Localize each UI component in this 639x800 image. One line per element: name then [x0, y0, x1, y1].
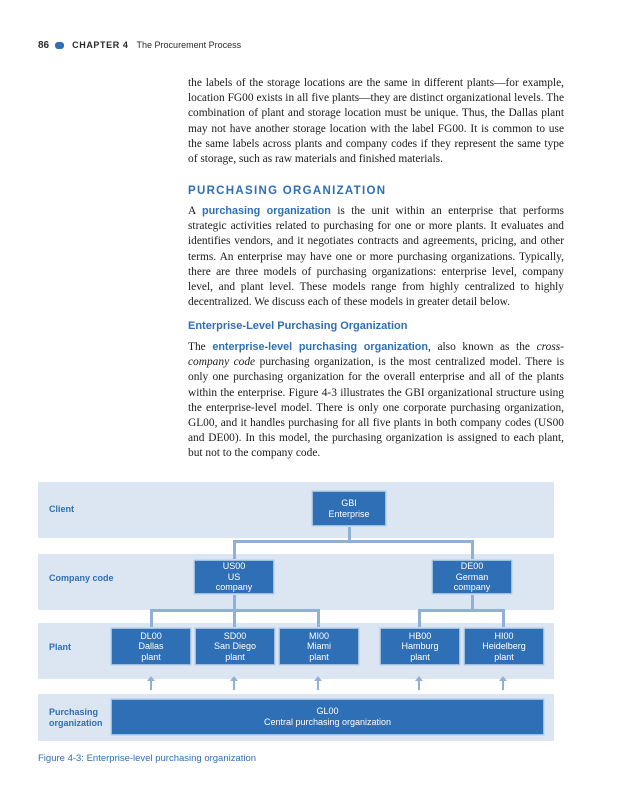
- connector-line: [233, 609, 236, 629]
- node-line: company: [215, 582, 253, 593]
- connector-line: [471, 540, 474, 561]
- band-client: [38, 482, 554, 538]
- node-line: Miami: [307, 641, 331, 652]
- node-line: DL00: [140, 630, 162, 641]
- connector-line: [233, 540, 474, 543]
- node-plant-sd00: [195, 628, 275, 665]
- connector-line: [418, 609, 505, 612]
- node-line: HI00: [494, 630, 514, 641]
- subsection-heading: Enterprise-Level Purchasing Organization: [188, 320, 408, 332]
- connector-line: [317, 609, 320, 629]
- org-structure-diagram: [38, 482, 554, 742]
- paragraph-text: purchasing organization, is the most centralized model. There is only one purchasing organization for the overall enterprise and all of the plants within the enterprise. Figure 4-3 illustrates the GBI organizational structure using the enterprise-level model. There is only one corporate purchasing organization, GL00, and it handles purchasing for all five plants in both company codes (US00 and DE00). In this model, the purchasing organization is assigned to each plant, but not to the company code.: [188, 356, 565, 460]
- key-term: enterprise-level purchasing organization: [212, 341, 428, 353]
- node-line: Enterprise: [328, 508, 370, 519]
- connector-line: [418, 609, 421, 629]
- node-line: US: [227, 571, 241, 582]
- key-term: purchasing organization: [201, 205, 331, 217]
- paragraph-text: the labels of the storage locations are the same in different plants—for example, location FG00 exists in all five plants—they are distinct organizational levels. The combination of plant and storage location must be unique. Thus, the Dallas plant may not have another storage location with the label FG00. It is common to use the same labels across plants and company codes if they represent the same type of storage, such as raw materials and finished materials.: [188, 77, 564, 166]
- band-label-company-code: Company code: [49, 573, 114, 583]
- node-line: company: [453, 582, 491, 593]
- chapter-title: The Procurement Process: [136, 40, 242, 50]
- arrow-up-icon: [414, 675, 424, 691]
- node-line: GBI: [341, 497, 357, 508]
- node-line: Hamburg: [401, 641, 439, 652]
- node-line: plant: [141, 651, 161, 662]
- node-line: GL00: [316, 706, 339, 717]
- paragraph-storage-locations: [188, 76, 564, 167]
- section-heading: PURCHASING ORGANIZATION: [188, 185, 387, 197]
- node-line: HB00: [408, 630, 432, 641]
- node-company-us00: [194, 560, 274, 594]
- node-line: Dallas: [138, 641, 164, 652]
- running-header: [38, 38, 241, 52]
- node-line: plant: [410, 651, 430, 662]
- band-label-plant: Plant: [49, 642, 72, 652]
- italic-term: cross-company code: [188, 341, 564, 369]
- page-number: 86: [38, 39, 50, 51]
- figure-caption: Figure 4-3: Enterprise-level purchasing organization: [38, 753, 257, 764]
- node-line: plant: [225, 651, 245, 662]
- band-label-line: organization: [49, 718, 103, 728]
- band-label-purchasing-org: [49, 707, 103, 729]
- node-plant-hi00: [464, 628, 544, 665]
- connector-line: [150, 609, 153, 629]
- header-bullet-icon: [55, 42, 64, 49]
- node-line: US00: [222, 561, 246, 572]
- node-plant-hb00: [380, 628, 460, 665]
- connector-line: [233, 540, 236, 561]
- node-line: San Diego: [213, 641, 257, 652]
- node-line: plant: [309, 651, 329, 662]
- band-label-line: Purchasing: [49, 707, 99, 717]
- connector-line: [471, 594, 474, 611]
- node-line: Heidelberg: [482, 641, 526, 652]
- node-plant-dl00: [111, 628, 191, 665]
- paragraph-enterprise-level: [188, 340, 564, 462]
- paragraph-text: , also known as the: [428, 341, 537, 353]
- node-plant-mi00: [279, 628, 359, 665]
- node-line: DE00: [460, 561, 484, 572]
- paragraph-text: is the unit within an enterprise that performs strategic activities related to purchasing for one or more plants. It evaluates and identifies vendors, and it negotiates contracts and agreements, pricing, and other terms. An enterprise may have one or more purchasing organizations. Typically, there are three models of purchasing organizations: enterprise level, company level, and plant level. These models range from highly centralized to highly decentralized. We discuss each of these models in greater detail below.: [188, 205, 564, 309]
- node-line: MI00: [308, 630, 329, 641]
- node-line: German: [455, 571, 489, 582]
- node-line: Central purchasing organization: [263, 717, 392, 727]
- node-purchasing-org-gl00: [111, 699, 544, 735]
- chapter-label: CHAPTER 4: [72, 40, 129, 50]
- band-label-client: Client: [49, 504, 75, 514]
- connector-line: [502, 609, 505, 629]
- paragraph-purchasing-organization: [188, 204, 564, 310]
- arrow-up-icon: [498, 675, 508, 691]
- arrow-up-icon: [313, 675, 323, 691]
- node-company-de00: [432, 560, 512, 594]
- arrow-up-icon: [146, 675, 156, 691]
- node-line: SD00: [223, 630, 247, 641]
- paragraph-text: The: [188, 341, 213, 353]
- connector-line: [348, 526, 351, 542]
- arrow-up-icon: [229, 675, 239, 691]
- paragraph-text: A: [188, 205, 202, 217]
- node-line: plant: [494, 651, 514, 662]
- node-client-gbi: [312, 491, 386, 526]
